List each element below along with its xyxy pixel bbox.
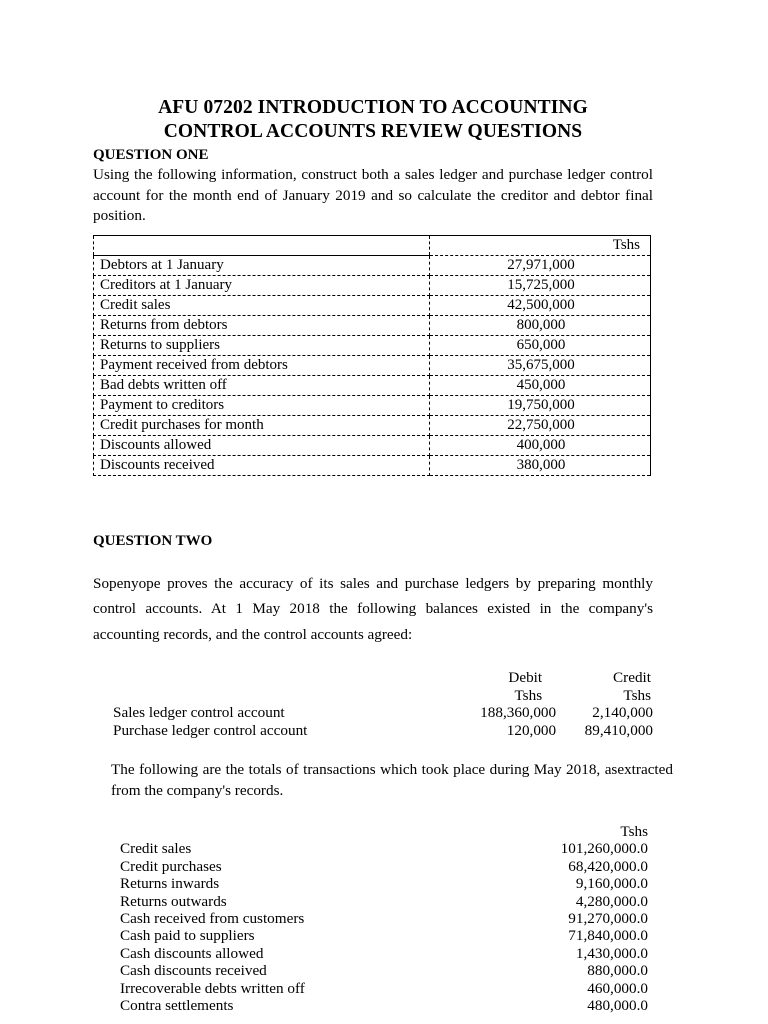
question-two-heading: QUESTION TWO [93, 532, 213, 549]
row-amount: 19,750,000 [430, 395, 651, 415]
list-item [120, 997, 648, 1014]
row-label: Purchase ledger control account [113, 721, 308, 739]
table-row [94, 355, 651, 375]
row-amount: 15,725,000 [430, 275, 651, 295]
document-body [93, 96, 673, 1015]
row-amount: 460,000.0 [587, 979, 648, 997]
row-amount: 42,500,000 [430, 295, 651, 315]
row-label: Cash paid to suppliers [120, 927, 255, 945]
table-row [94, 255, 651, 275]
balances-spacer [93, 647, 653, 669]
balances-subheader-debit: Tshs [514, 686, 543, 704]
title-line-2: CONTROL ACCOUNTS REVIEW QUESTIONS [163, 121, 583, 142]
question-one-table [93, 235, 651, 476]
question-one-table-body [94, 235, 651, 475]
row-label: Debtors at 1 January [94, 255, 430, 275]
balances-header-row [113, 669, 653, 687]
table-row [94, 375, 651, 395]
row-label: Irrecoverable debts written off [120, 979, 305, 997]
row-label: Returns from debtors [94, 315, 430, 335]
row-label: Credit sales [120, 840, 192, 858]
list-item [120, 858, 648, 875]
balances-subheader-row [113, 687, 653, 705]
row-debit: 188,360,000 [480, 704, 557, 721]
row-label: Returns to suppliers [94, 335, 430, 355]
table-header-row [94, 235, 651, 255]
table-row [94, 315, 651, 335]
table-row [113, 722, 653, 740]
question-two-intro: Sopenyope proves the accuracy of its sales and purchase ledgers by preparing monthly control accounts. At 1 May 2018 the following balances existed in the company's accounting records, and the control accounts agreed: [93, 574, 653, 643]
table-row [94, 415, 651, 435]
transactions-intro: The following are the totals of transactions which took place during May 2018, asextracted from the company's records. [111, 761, 673, 799]
row-credit: 89,410,000 [584, 721, 653, 739]
transactions-table-body [120, 823, 648, 1014]
transactions-spacer [93, 801, 653, 823]
transactions-header-row [120, 823, 648, 840]
row-label: Cash discounts allowed [120, 944, 264, 962]
question-one-heading: QUESTION ONE [93, 147, 209, 163]
list-item [120, 980, 648, 997]
row-label: Payment received from debtors [94, 355, 430, 375]
table-row [94, 455, 651, 475]
row-amount: 480,000.0 [587, 997, 648, 1015]
row-amount: 71,840,000.0 [568, 927, 648, 945]
row-label: Cash discounts received [120, 962, 267, 980]
table-row [94, 275, 651, 295]
heading-spacer [93, 551, 653, 571]
row-label: Creditors at 1 January [94, 275, 430, 295]
row-amount: 800,000 [430, 315, 651, 335]
list-item [120, 840, 648, 857]
row-amount: 450,000 [430, 375, 651, 395]
row-label: Returns outwards [120, 892, 227, 910]
row-label: Returns inwards [120, 875, 220, 893]
row-label: Discounts allowed [94, 435, 430, 455]
page-title [93, 96, 653, 144]
list-item [120, 945, 648, 962]
table-row [94, 295, 651, 315]
question-two-balances-table [113, 669, 653, 739]
balances-table-body [113, 669, 653, 739]
transactions-header-amount: Tshs [620, 823, 648, 840]
row-amount: 27,971,000 [430, 255, 651, 275]
row-amount: 1,430,000.0 [575, 944, 648, 962]
row-label: Contra settlements [120, 997, 234, 1015]
list-item [120, 893, 648, 910]
balances-subheader-credit: Tshs [623, 686, 651, 704]
row-label: Credit sales [94, 295, 430, 315]
balances-header-debit: Debit [508, 669, 543, 686]
table-header-label [94, 235, 430, 255]
list-item [120, 875, 648, 892]
row-label: Cash received from customers [120, 910, 305, 928]
list-item [120, 910, 648, 927]
transactions-intro-spacer [93, 739, 653, 759]
question-two-transactions-table [120, 823, 648, 1014]
balances-subheader-blank [113, 687, 430, 705]
list-item [120, 962, 648, 979]
row-label: Credit purchases [120, 857, 222, 875]
row-amount: 22,750,000 [430, 415, 651, 435]
row-label: Bad debts written off [94, 375, 430, 395]
table-row [94, 335, 651, 355]
table-row [94, 395, 651, 415]
row-amount: 35,675,000 [430, 355, 651, 375]
balances-header-blank [113, 669, 430, 687]
row-label: Sales ledger control account [113, 704, 285, 721]
section-spacer [93, 476, 653, 532]
row-amount: 68,420,000.0 [568, 857, 648, 875]
row-amount: 880,000.0 [587, 962, 648, 980]
row-label: Payment to creditors [94, 395, 430, 415]
row-amount: 9,160,000.0 [575, 875, 648, 893]
table-header-amount: Tshs [430, 235, 651, 255]
row-label: Credit purchases for month [94, 415, 430, 435]
row-credit: 2,140,000 [592, 704, 653, 721]
row-label: Discounts received [94, 455, 430, 475]
question-one-instruction: Using the following information, construct both a sales ledger and purchase ledger control account for the month end of January 2019 and so calculate the creditor and debtor final position. [93, 166, 653, 224]
balances-header-credit: Credit [613, 669, 651, 686]
row-amount: 400,000 [430, 435, 651, 455]
row-amount: 101,260,000.0 [560, 840, 648, 858]
row-amount: 4,280,000.0 [575, 892, 648, 910]
table-row [94, 435, 651, 455]
row-amount: 91,270,000.0 [568, 910, 648, 928]
row-amount: 650,000 [430, 335, 651, 355]
transactions-header-blank [120, 823, 518, 840]
row-debit: 120,000 [506, 721, 557, 739]
list-item [120, 927, 648, 944]
row-amount: 380,000 [430, 455, 651, 475]
title-line-1: AFU 07202 INTRODUCTION TO ACCOUNTING [158, 97, 588, 118]
table-row [113, 704, 653, 722]
